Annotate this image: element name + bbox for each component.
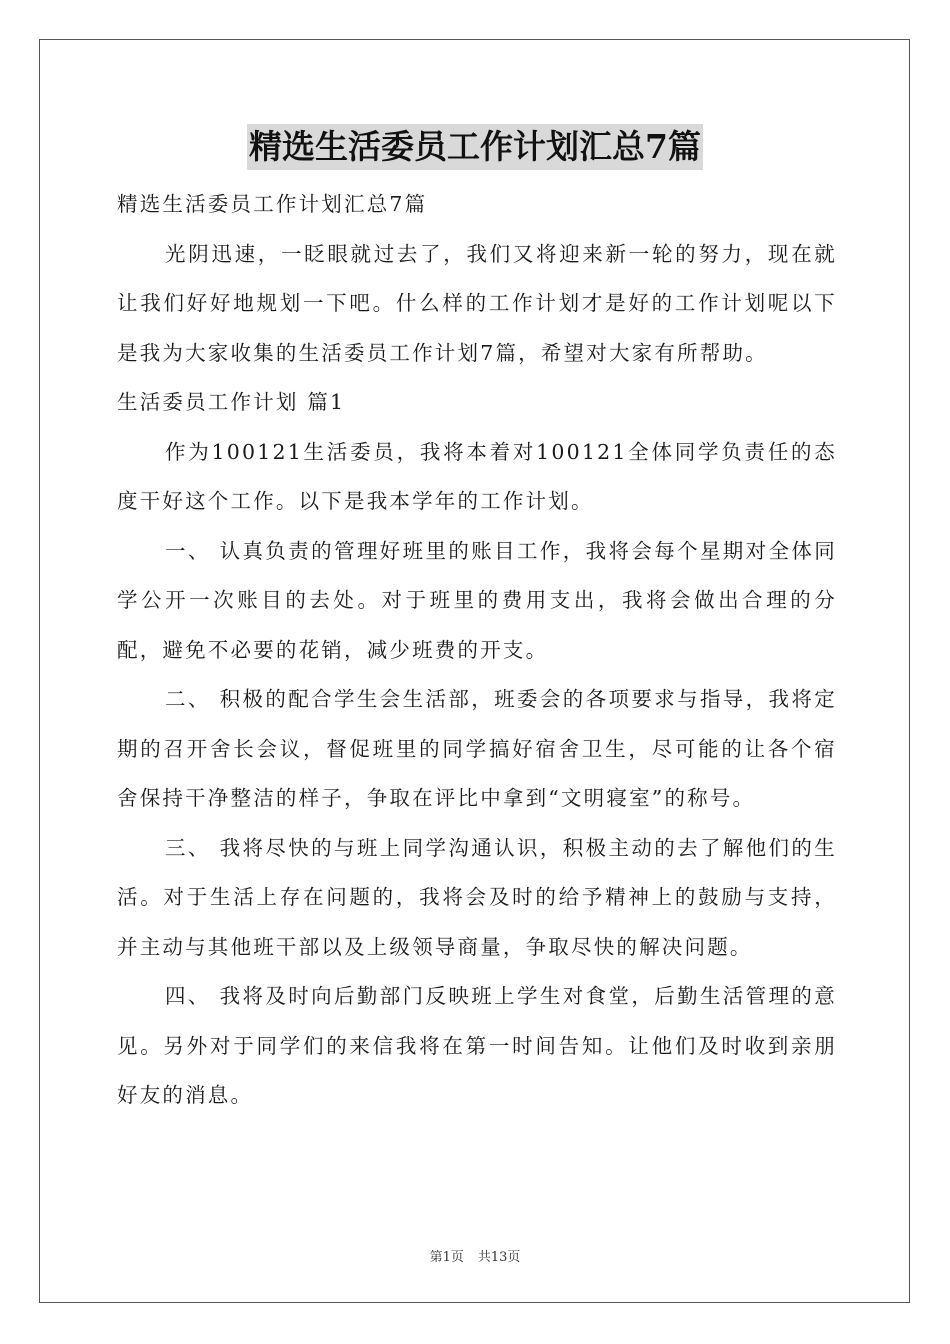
title-container (0, 124, 950, 170)
page-footer (0, 1246, 950, 1265)
paragraph: 一、 认真负责的管理好班里的账目工作，我将会每个星期对全体同学公开一次账目的去处。对于班里的费用支出，我将会做出合理的分配，避免不必要的花销，减少班费的开支。 (117, 538, 837, 662)
paragraph: 光阴迅速，一眨眼就过去了，我们又将迎来新一轮的努力，现在就让我们好好地规划一下吧。什么样的工作计划才是好的工作计划呢以下是我为大家收集的生活委员工作计划7篇，希望对大家有所帮助。 (117, 241, 837, 365)
paragraph: 四、 我将及时向后勤部门反映班上学生对食堂，后勤生活管理的意见。另外对于同学们的来信我将在第一时间告知。让他们及时收到亲朋好友的消息。 (117, 984, 837, 1107)
document-body (117, 180, 837, 1121)
page-number: 第1页 (429, 1250, 464, 1265)
page-total: 共13页 (477, 1250, 521, 1265)
paragraph: 作为100121生活委员，我将本着对100121全体同学负责任的态度干好这个工作。以下是我本学年的工作计划。 (117, 439, 837, 513)
paragraph: 三、 我将尽快的与班上同学沟通认识，积极主动的去了解他们的生活。对于生活上存在问题的，我将会及时的给予精神上的鼓励与支持，并主动与其他班干部以及上级领导商量，争取尽快的解决问题。 (117, 835, 837, 959)
document-title: 精选生活委员工作计划汇总7篇 (247, 124, 703, 170)
paragraph: 精选生活委员工作计划汇总7篇 (117, 192, 428, 216)
paragraph: 二、 积极的配合学生会生活部，班委会的各项要求与指导，我将定期的召开舍长会议，督促班里的同学搞好宿舍卫生，尽可能的让各个宿舍保持干净整洁的样子，争取在评比中拿到“文明寝室”的称号。 (117, 687, 837, 810)
section-heading: 生活委员工作计划 篇1 (117, 390, 346, 414)
